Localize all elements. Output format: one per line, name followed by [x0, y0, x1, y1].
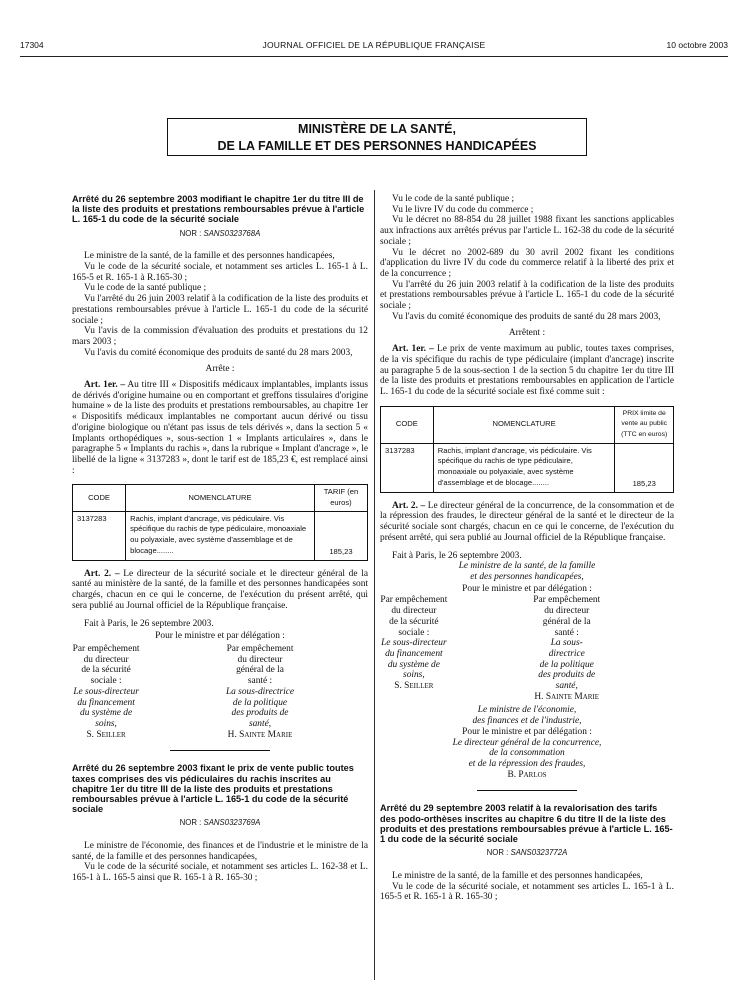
arrete2-intro-7: Vu l'avis du comité économique des produits de santé du 28 mars 2003,: [392, 311, 661, 322]
arrete1-nor: NOR : SANS0323768A: [179, 228, 261, 238]
arrete2-minister2: Le ministre de l'économie, des finances et de l'industrie, Pour le ministre et par délégation : Le directeur général de la concurrence, de la consommation et de la répression des fraudes, B. Parlos: [452, 705, 602, 780]
table-header-code: CODE: [73, 485, 126, 511]
arrete2-signatures: [380, 595, 674, 702]
arrete1-table: [72, 484, 368, 560]
table-header-prix: PRIX limite de vente au public (TTC en euros): [615, 406, 674, 443]
arrete2-delegation: Pour le ministre et par délégation :: [462, 583, 592, 594]
table-row: 3137283 Rachis, implant d'ancrage, vis pédiculaire. Vis spécifique du rachis de type pédiculaire, monoaxiale ou polyaxiale, avec système d'assemblage et de blocage........ 185,23: [381, 443, 674, 492]
arrete2-arretent: Arrêtent :: [508, 328, 546, 339]
table-row: 3137283 Rachis, implant d'ancrage, vis pédiculaire. Vis spécifique du rachis de type pédiculaire, monoaxiale ou polyaxiale, avec système d'assemblage et de blocage........ 185,23: [73, 511, 368, 560]
arrete1-intro-5: Vu l'avis du comité économique des produits de santé du 28 mars 2003,: [84, 347, 353, 358]
arrete2-intro-2: Vu le code de la santé publique ;: [392, 194, 515, 204]
left-column: [72, 194, 368, 884]
arrete2-intro-3: Vu le livre IV du code du commerce ;: [392, 204, 534, 215]
arrete1-intro-2: Vu le code de la santé publique ;: [84, 283, 207, 294]
separator: [477, 790, 577, 791]
arrete1-arrete: Arrête :: [205, 364, 235, 375]
arrete1-sig-right: Par empêchement du directeur général de la santé : La sous-directrice de la politique des produits de santé, H. Sainte Marie: [225, 644, 295, 740]
arrete2-intro-4: Vu le décret no 88-854 du 28 juillet 1988 fixant les sanctions applicables aux infractions aux arrêtés prévus par l'article L. 162-38 du code de la sécurité sociale ;: [380, 215, 674, 247]
table-header-tarif: TARIF (en euros): [314, 485, 367, 511]
table-header-nomenclature: NOMENCLATURE: [433, 406, 615, 443]
arrete1-intro-4: Vu l'avis de la commission d'évaluation des produits et prestations du 12 mars 2003 ;: [72, 326, 368, 347]
ministry-line1: MINISTÈRE DE LA SANTÉ,: [298, 122, 456, 136]
page-number: 17304: [20, 40, 44, 50]
header-rule: [20, 56, 728, 57]
table-header-code: CODE: [381, 406, 434, 443]
arrete3-nor: NOR : SANS0323772A: [486, 848, 568, 858]
arrete1-art2: Art. 2. – Le directeur de la sécurité sociale et le directeur général de la santé au ministère de la santé, de la famille et des personnes handicapées sont chargés, chacun en ce qui le concerne, de l'exécution du présent arrêté, qui sera publié au Journal officiel de la République française.: [72, 568, 368, 611]
issue-date: 10 octobre 2003: [666, 40, 728, 50]
arrete3-intro-1: Vu le code de la sécurité sociale, et notamment ses articles L. 165-1 à L. 165-5 et R. 165-1 à R. 165-30 ;: [380, 881, 674, 903]
arrete2-sig-left: Par empêchement du directeur de la sécurité sociale : Le sous-directeur du financement du système de soins, S. Seiller: [380, 595, 448, 692]
journal-title: JOURNAL OFFICIEL DE LA RÉPUBLIQUE FRANÇAISE: [262, 40, 486, 50]
arrete2-intro-0: Le ministre de l'économie, des finances et de l'industrie et le ministre de la santé, de la famille et des personnes handicapées,: [72, 841, 368, 862]
table-header-nomenclature: NOMENCLATURE: [126, 485, 315, 511]
right-column: [380, 194, 674, 903]
page-header: [20, 40, 728, 54]
arrete2-title: Arrêté du 26 septembre 2003 fixant le prix de vente public toutes taxes comprises des vis pédiculaires du rachis inscrites au chapitre 1er du titre III de la liste des produits et prestations remboursables prévue à l'article L. 165-1 du code de la sécurité sociale: [72, 763, 354, 815]
arrete1-intro-1: Vu le code de la sécurité sociale, et notamment ses articles L. 165-1 à L. 165-5 et R. 165-1 à R.165-30 ;: [72, 262, 368, 283]
arrete2-intro-5: Vu le décret no 2002-689 du 30 avril 2002 fixant les conditions d'application du livre IV du code du commerce relatif à la liberté des prix et de la concurrence ;: [380, 247, 674, 279]
arrete2-intro-1: Vu le code de la sécurité sociale, et notamment ses articles L. 162-38 et L. 165-1 à L. 165-5 ainsi que R. 165-1 à R. 165-30 ;: [72, 862, 368, 884]
arrete2-intro-6: Vu l'arrêté du 26 juin 2003 relatif à la codification de la liste des produits et prestations remboursables prévue à l'article L. 165-1 du code de la sécurité sociale ;: [380, 279, 674, 312]
arrete3-intro-0: Le ministre de la santé, de la famille et des personnes handicapées,: [392, 870, 643, 881]
arrete1-title: Arrêté du 26 septembre 2003 modifiant le chapitre 1er du titre III de la liste des produits et prestations remboursables prévue à l'article L. 165-1 du code de la sécurité sociale: [72, 194, 365, 225]
arrete1-signatures: [72, 644, 368, 740]
arrete2-art1: Art. 1er. – Le prix de vente maximum au public, toutes taxes comprises, de la vis spécifique du rachis de type pédiculaire (implant d'ancrage) inscrite au paragraphe 5 de la sous-section 1 de la section 5 du chapitre 1er du titre III de la liste des produits et prestations remboursables en application de l'article L. 165-1 du code de la sécurité sociale est fixé comme suit :: [380, 344, 675, 397]
arrete2-sig-right: Par empêchement du directeur général de la santé : La sous-directrice de la politique des produits de santé, H. Sainte Marie: [533, 595, 601, 702]
arrete3-title: Arrêté du 29 septembre 2003 relatif à la revalorisation des tarifs des podo-orthèses inscrites au chapitre 6 du titre II de la liste des produits et des prestations remboursables prévue à l'article L. 165-1 du code de la sécurité sociale: [380, 803, 673, 844]
arrete1-fait: Fait à Paris, le 26 septembre 2003.: [84, 618, 214, 629]
arrete2-art2: Art. 2. – Le directeur général de la concurrence, de la consommation et de la répression des fraudes, le directeur général de la santé et le directeur de la sécurité sociale sont chargés, chacun en ce qui le concerne, de l'exécution du présent arrêté, qui sera publié au Journal officiel de la République française.: [380, 500, 674, 543]
arrete1-intro-0: Le ministre de la santé, de la famille et des personnes handicapées,: [84, 251, 335, 262]
ministry-line2: DE LA FAMILLE ET DES PERSONNES HANDICAPÉES: [217, 139, 537, 153]
ministry-box: [167, 118, 587, 156]
arrete1-sig-left: Par empêchement du directeur de la sécurité sociale : Le sous-directeur du financement du système de soins, S. Seiller: [72, 644, 140, 740]
arrete2-table: [380, 406, 674, 493]
arrete1-delegation: Pour le ministre et par délégation :: [155, 631, 285, 642]
arrete2-fait: Fait à Paris, le 26 septembre 2003.: [392, 550, 522, 561]
column-divider: [374, 190, 375, 980]
arrete2-minister: Le ministre de la santé, de la famille et des personnes handicapées,: [458, 561, 596, 582]
arrete2-nor: NOR : SANS0323769A: [179, 818, 261, 828]
separator: [170, 750, 270, 751]
arrete1-art1: Art. 1er. – Au titre III « Dispositifs médicaux implantables, implants issus de dérivés d'origine humaine ou en comportant et greffons tissulaires d'origine humaine » de la liste des produits et prestations remboursables, au chapitre 1er « Dispositifs médicaux implantables ne comportant aucun dérivé ou tissu d'origine biologique ou n'étant pas issus de tels dérivés », dans la section 5 « Implants orthopédiques », sous-section 1 « Implants articulaires », dans le paragraphe 5 « Implants du rachis », dans la rubrique « Implant d'ancrage », le libellé de la ligne « 3137283 », dont le tarif est de 185,23 €, est remplacé ainsi :: [72, 380, 369, 476]
arrete1-intro-3: Vu l'arrêté du 26 juin 2003 relatif à la codification de la liste des produits et prestations remboursables prévue à l'article L. 165-1 du code de la sécurité sociale ;: [72, 294, 368, 326]
